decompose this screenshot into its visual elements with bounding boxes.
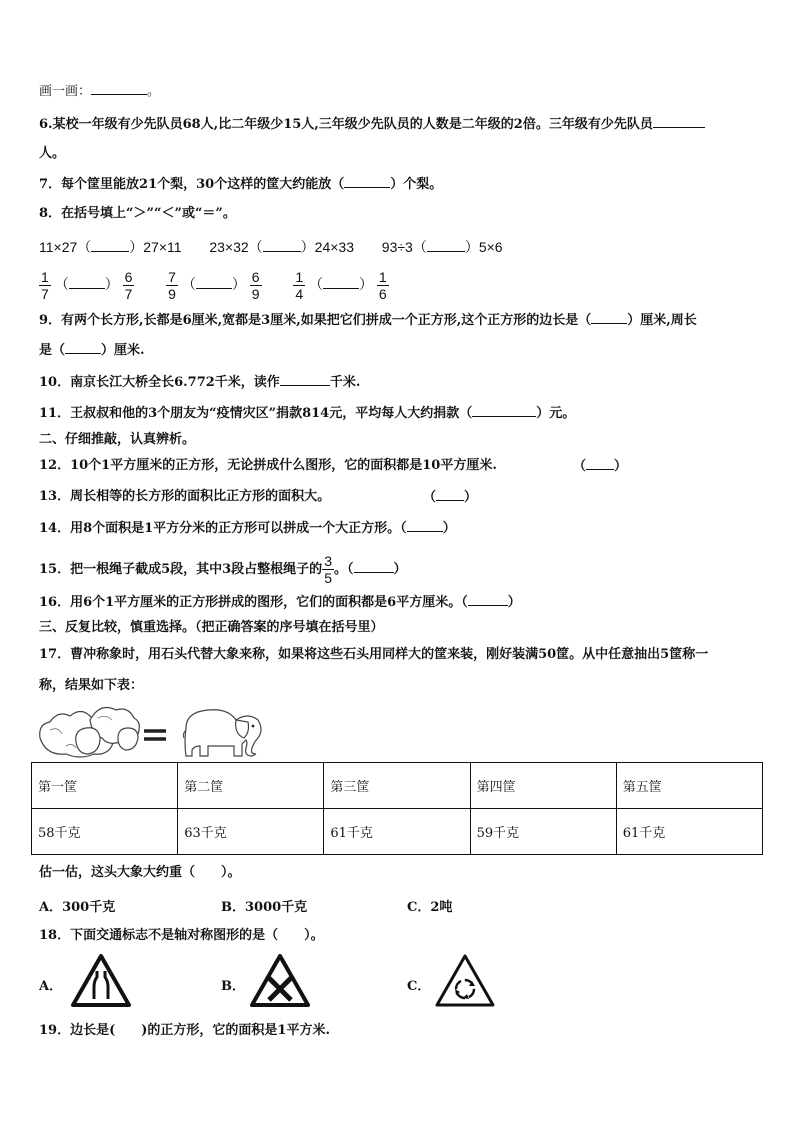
weights-table [31,762,763,855]
compare-blank[interactable] [323,276,359,289]
answer-blank[interactable] [344,175,390,188]
question-7: 7．每个筐里能放21个梨，30个这样的筐大约能放（ ）个梨。 [39,177,443,192]
table-cell: 63千克 [178,809,324,855]
narrow-road-sign-icon[interactable] [70,953,132,1009]
answer-blank[interactable] [354,560,394,573]
compare-blank[interactable] [263,239,301,252]
q5-tail-text: 画一画： [39,84,92,99]
crossroad-sign-icon[interactable] [249,953,311,1009]
fraction: $\frac{1}{4}$ [295,268,304,302]
sign-option-a-label[interactable]: A． [39,979,63,994]
fraction: $\frac{7}{9}$ [168,268,176,302]
table-header-cell: 第三筐 [324,763,470,809]
answer-blank[interactable] [91,82,147,95]
question-10: 10．南京长江大桥全长6.772千米，读作 千米. [39,375,361,390]
answer-blank[interactable] [472,404,536,417]
answer-blank[interactable] [280,373,330,386]
question-9: 9．有两个长方形,长都是6厘米,宽都是3厘米,如果把它们拼成一个正方形,这个正方形的边长是（ ）厘米,周长 [39,313,697,328]
question-13: 13．周长相等的长方形的面积比正方形的面积大。 [39,489,331,504]
table-row [32,809,763,855]
compare-blank[interactable] [427,239,465,252]
question-11: 11．王叔叔和他的3个朋友为“疫情灾区”捐款814元，平均每人大约捐款（ ）元。 [39,406,576,421]
question-6: 6.某校一年级有少先队员68人,比二年级少15人,三年级少先队员的人数是二年级的2倍。三年级有少先队员 [39,115,705,134]
table-cell: 61千克 [616,809,762,855]
question-17-ask: 估一估，这头大象大约重（ ）。 [39,865,241,880]
question-9-tail: 是（ ）厘米. [39,343,145,358]
option-b[interactable]: B．3000千克 [221,900,308,915]
table-cell: 61千克 [324,809,470,855]
fraction: $\frac{6}{7}$ [124,268,133,302]
question-15: 15．把一根绳子截成5段，其中3段占整根绳子的 $\frac{3}{5}$ 。（ ） [39,553,407,586]
question-14: 14．用8个面积是1平方分米的正方形可以拼成一个大正方形。（ ） [39,521,456,536]
fraction: $\frac{6}{9}$ [251,268,260,302]
compare-blank[interactable] [69,276,105,289]
fraction: $\frac{1}{6}$ [378,268,387,302]
question-6-tail: 人。 [39,146,66,161]
sign-option-b-label[interactable]: B． [221,979,245,994]
table-header-cell: 第二筐 [178,763,324,809]
compare-blank[interactable] [196,276,232,289]
table-header-cell: 第四筐 [470,763,616,809]
option-c[interactable]: C．2吨 [407,900,453,915]
table-cell: 59千克 [470,809,616,855]
question-17-line2: 称，结果如下表： [39,678,144,693]
section-3-heading: 三、反复比较，慎重选择。（把正确答案的序号填在括号里） [39,620,384,635]
table-cell: 58千克 [32,809,178,855]
option-a[interactable]: A．300千克 [39,900,116,915]
question-12-paren[interactable]: （ ） [573,459,628,474]
answer-blank[interactable] [591,311,627,324]
q5-tail: 画一画： 。 [39,84,161,99]
compare-blank[interactable] [91,239,129,252]
stones-equals-elephant-illustration [36,698,266,760]
fraction: $\frac{3}{5}$ [324,553,332,586]
section-2-heading: 二、仔细推敲，认真辨析。 [39,432,196,447]
question-16: 16．用6个1平方厘米的正方形拼成的图形，它们的面积都是6平方厘米。（ ） [39,595,521,610]
table-header-row [32,763,763,809]
answer-blank[interactable] [65,341,101,354]
roundabout-sign-icon[interactable] [434,953,496,1009]
question-12: 12．10个1平方厘米的正方形，无论拼成什么图形，它的面积都是10平方厘米. [39,458,497,473]
question-13-paren[interactable]: （ ） [423,490,478,505]
answer-blank[interactable] [468,593,508,606]
sign-option-c-label[interactable]: C． [407,979,431,994]
fraction: $\frac{1}{7}$ [41,268,49,302]
table-header-cell: 第五筐 [616,763,762,809]
question-19: 19．边长是( )的正方形，它的面积是1平方米. [39,1023,330,1038]
question-8-row1: 11×27（ ）27×11 23×32（ ）24×33 93÷3（ ）5×6 [39,239,503,255]
answer-blank[interactable] [407,519,443,532]
question-8-row2: $\frac{1}{7}$ （ ） $\frac{6}{7}$ $\frac{7}{9}$ （ ） $\frac{6}{9}$ $\frac{1}{4}$ （ ） $\frac{1}{6}$ [41,268,387,302]
question-18: 18．下面交通标志不是轴对称图形的是（ ）。 [39,928,324,943]
question-17: 17．曹冲称象时，用石头代替大象来称，如果将这些石头用同样大的筐来装，刚好装满50筐。从中任意抽出5筐称一 [39,647,709,662]
table-header-cell: 第一筐 [32,763,178,809]
answer-blank[interactable] [653,115,705,128]
question-8: 8．在括号填上“＞”“＜”或“＝”。 [39,206,236,221]
